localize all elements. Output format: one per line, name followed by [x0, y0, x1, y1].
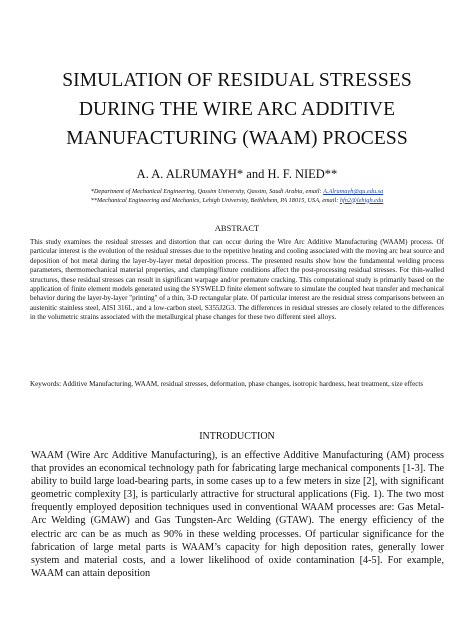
paper-title	[30, 66, 444, 153]
title-line-3: MANUFACTURING (WAAM) PROCESS	[66, 128, 408, 149]
email-link-1[interactable]: A.Alrumayh@qu.edu.sa	[323, 188, 384, 195]
affiliation-2	[20, 197, 454, 206]
introduction-heading: INTRODUCTION	[199, 431, 275, 442]
affiliations	[20, 188, 454, 205]
email-link-2[interactable]: hfn2@lehigh.edu	[339, 196, 384, 204]
introduction-text: WAAM (Wire Arc Additive Manufacturing), is an effective Additive Manufacturing (AM) process that provides an economical technology path for fabricating large mechanical components [1-3]. The ability to build large load-bearing parts, in some cases up to a few meters in size [2], with significant geometric complexity [3], is particularly attractive for structural applications (Fig. 1). The two most frequently employed deposition techniques used in conventional WAAM processes are: Gas Metal-Arc Welding (GMAW) and Gas Tungsten-Arc Welding (GTAW). The energy efficiency of the electric arc can be as much as 90% in these welding processes. Of particular significance for the fabrication of large metal parts is WAAM’s capacity for high deposition rates, generally lower system and material costs, and a lower likelihood of oxide contamination [4-5]. For example, WAAM can attain deposition	[31, 450, 444, 579]
affiliation-1-text: *Department of Mechanical Engineering, Qassim University, Qassim, Saudi Arabia, email:	[90, 188, 324, 195]
keywords: Keywords: Additive Manufacturing, WAAM, residual stresses, deformation, phase changes, isotropic hardness, heat treatment, size effects	[30, 380, 424, 388]
title-line-1: SIMULATION OF RESIDUAL STRESSES	[62, 70, 412, 91]
abstract-heading: ABSTRACT	[214, 223, 260, 233]
abstract-text: This study examines the residual stresses and distortion that can occur during the Wire Arc Additive Manufacturing (WAAM) process. Of particular interest is the evolution of the residual stresses due to the repetitive heating and cooling associated with the moving arc heat source and deposition of hot metal during the layer-by-layer metal deposition process. The presented results show how the fundamental welding process parameters, thermomechanical material properties, and clamping/fixture conditions affect the post-processing residual stresses. For thin-walled structures, these residual stresses can result in significant warpage and/or premature cracking. This computational study is primarily based on the application of finite element models generated using the SYSWELD finite element software to simulate the coupled heat transfer and mechanical behavior during the layer-by-layer "printing" of a thin, 3-D rectangular plate. Of particular interest are the residual stress comparisons between an austenitic stainless steel, AISI 316L, and a low-carbon steel, S355J2G3. The differences in residual stresses are closely related to the differences in the volumetric strains associated with the metallurgical phase changes for these two different steel alloys.	[30, 238, 444, 322]
authors: A. A. ALRUMAYH* and H. F. NIED**	[136, 167, 338, 181]
affiliation-1	[20, 188, 454, 197]
affiliation-2-text: **Mechanical Engineering and Mechanics, Lehigh University, Bethlehem, PA 18015, USA, email:	[90, 196, 340, 204]
title-line-2: DURING THE WIRE ARC ADDITIVE	[78, 99, 396, 120]
